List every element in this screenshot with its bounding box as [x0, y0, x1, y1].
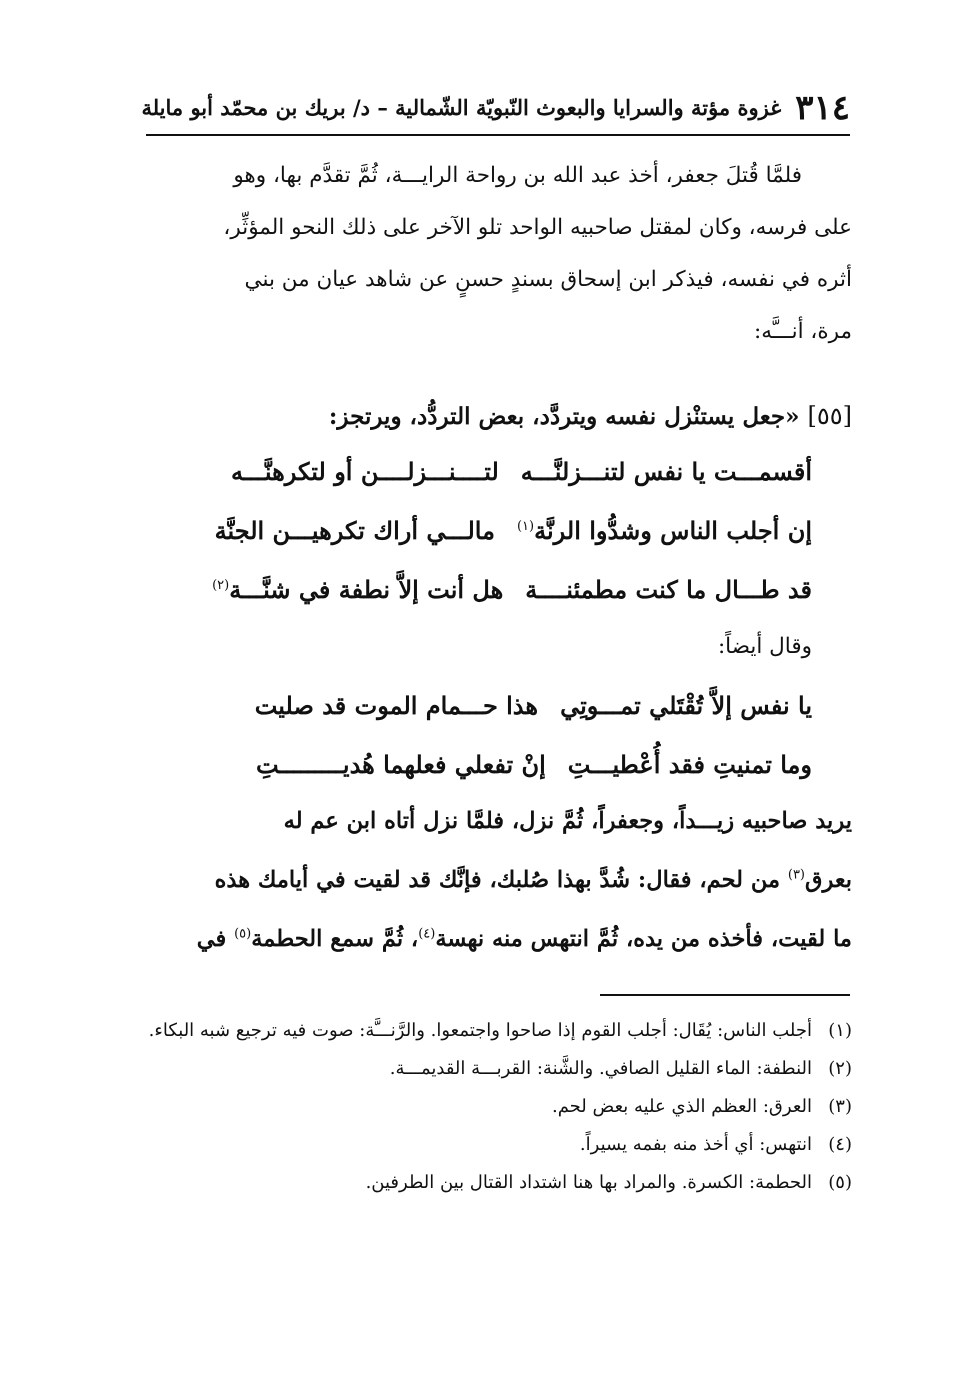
verse-second-hemistich: مالـــي أراك تكرهيـــن الجنَّة	[214, 516, 495, 545]
verse-second-hemistich: إنْ تفعلي فعلهما هُديـــــــــتِ	[256, 750, 546, 779]
footnote-item	[112, 1088, 852, 1126]
narration-paragraph	[112, 792, 852, 969]
narration-line: ما لقيت، فأخذه من يده، ثُمَّ انتهس منه نهسة$^{(٤)}$، ثُمَّ سمع الحطمة$^{(٥)}$ في	[196, 926, 852, 952]
footnote-ref[interactable]: (٢)	[212, 578, 230, 593]
footnote-separator	[600, 994, 850, 996]
footnote-item	[112, 1050, 852, 1088]
hadith-text: «جعل يستنْزل نفسه ويتردَّد، بعض التردُّد، ويرتجز:	[328, 403, 800, 430]
footnote-mark: (١)	[828, 1020, 852, 1041]
verse-first-hemistich: وما تمنيتِ فقد أُعْطيـــتِ	[567, 750, 812, 779]
verse-second-hemistich: لتــــنـــزلــــن أو لتكرهنَّـــه	[230, 457, 499, 486]
narration-line: يريد صاحبيه زيـــداً، وجعفراً، ثُمَّ نزل، فلمَّا نزل أتاه ابن عم له	[283, 808, 852, 834]
running-title: غزوة مؤتة والسرايا والبعوث النّبويّة الشّمالية – د/ بريك بن محمّد أبو مايلة	[141, 95, 782, 120]
verse-line	[112, 735, 812, 794]
running-header	[141, 88, 850, 128]
footnote-mark: (٢)	[828, 1058, 852, 1079]
verse-line	[112, 560, 812, 619]
intro-paragraph	[112, 150, 852, 358]
footnote-mark: (٤)	[828, 1134, 852, 1155]
footnote-item	[112, 1012, 852, 1050]
body-line: فلمَّا قُتلَ جعفر، أخذ عبد الله بن رواحة الرايـــة، ثُمَّ تقدَّم بها، وهو	[233, 163, 802, 188]
narration-line: بعرق$^{(٣)}$ من لحم، فقال: شُدَّ بهذا صُلبك، فإنَّك قد لقيت في أيامك هذه	[214, 867, 852, 893]
poem-block-2	[112, 676, 812, 794]
verse-first-hemistich: قد طـــال ما كنت مطمئنــــة	[525, 575, 812, 604]
verse-line	[112, 676, 812, 735]
footnote-mark: (٥)	[828, 1172, 852, 1193]
verse-line	[112, 442, 812, 501]
footnote-ref[interactable]: (٥)	[234, 926, 252, 942]
verse-second-hemistich: هذا حـــمام الموت قد صليت	[254, 691, 539, 720]
footnote-item	[112, 1164, 852, 1202]
hadith-line	[112, 390, 852, 443]
body-line: على فرسه، وكان لمقتل صاحبيه الواحد تلو الآخر على ذلك النحو المؤثِّر،	[223, 215, 852, 240]
verse-first-hemistich: إن أجلب الناس وشدُّوا الرنَّة$^{(١)}$	[516, 516, 812, 545]
footnote-mark: (٣)	[828, 1096, 852, 1117]
verse-line	[112, 501, 812, 560]
footnote-ref[interactable]: (٣)	[787, 867, 805, 883]
poem-block-1	[112, 442, 812, 619]
body-line: أثره في نفسه، فيذكر ابن إسحاق بسندٍ حسنٍ عن شاهد عيان من بني	[244, 267, 852, 292]
footnote-ref[interactable]: (١)	[516, 519, 535, 534]
footnote-item	[112, 1126, 852, 1164]
verse-second-hemistich: هل أنت إلاَّ نطفة في شنَّـــة	[229, 575, 504, 604]
body-line: مرة، أنـــَّه:	[753, 319, 852, 344]
verse-first-hemistich: يا نفس إلاَّ تُقْتَلي تمـــوتِي	[560, 691, 812, 720]
hadith-reference: [٥٥]	[807, 402, 852, 430]
footnote-text: الحطمة: الكسرة. والمراد بها هنا اشتداد القتال بين الطرفين.	[365, 1172, 812, 1193]
page-number: ٣١٤	[795, 88, 850, 128]
footnote-text: النطفة: الماء القليل الصافي. والشَّنة: القربـــة القديمـــة.	[389, 1058, 812, 1079]
footnote-text: أجلب الناس: يُقَال: أجلب القوم إذا صاحوا واجتمعوا. والرَّنـــَّة: صوت فيه ترجيع شبه البكاء.	[148, 1020, 812, 1041]
footnote-text: انتهس: أي أخذ منه بفمه يسيراً.	[579, 1134, 812, 1155]
said-also-line: وقال أيضاً:	[717, 634, 812, 659]
header-rule	[146, 134, 850, 136]
verse-first-hemistich: أقسمـــت يا نفس لتنـــزلنَّـــه	[520, 457, 812, 486]
footnote-text: العرق: العظم الذي عليه بعض لحم.	[551, 1096, 812, 1117]
footnote-ref[interactable]: (٤)	[418, 926, 436, 942]
footnotes	[112, 1012, 852, 1202]
